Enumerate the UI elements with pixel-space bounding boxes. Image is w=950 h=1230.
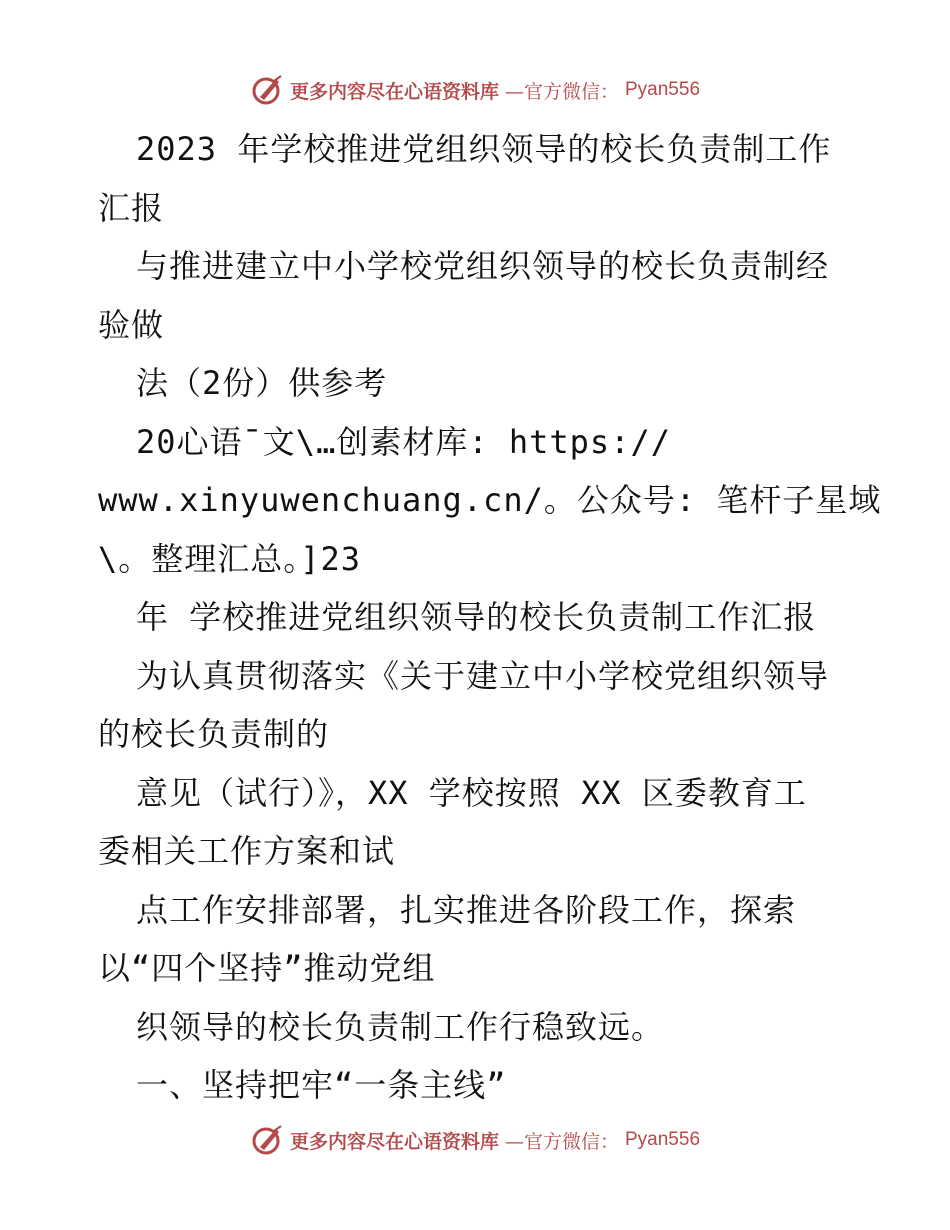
wechat-id: Pyan556 bbox=[625, 79, 701, 100]
document-body bbox=[98, 120, 882, 1115]
text-line: 与推进建立中小学校党组织领导的校长负责制经 bbox=[136, 247, 830, 285]
header-banner bbox=[0, 70, 950, 110]
text-line: 2023 年学校推进党组织领导的校长负责制工作 bbox=[136, 130, 832, 168]
text-line: 织领导的校长负责制工作行稳致远。 bbox=[136, 1007, 665, 1046]
text-line: 验做 bbox=[98, 305, 165, 344]
footer-banner bbox=[0, 1120, 950, 1160]
text-line: www.xinyuwenchuang.cn/。公众号: 笔杆子星域 bbox=[98, 481, 882, 519]
text-line: 汇报 bbox=[98, 188, 165, 227]
text-line: \。整理汇总。]23 bbox=[98, 539, 362, 578]
wechat-id: Pyan556 bbox=[625, 1129, 701, 1150]
text-line: 点工作安排部署，扎实推进各阶段工作，探索 bbox=[136, 890, 797, 929]
text-line: 20心语¯文\…创素材库: https:// bbox=[136, 422, 671, 461]
text-line: 意见（试行）》，XX 学校按照 XX 区委教育工 bbox=[136, 773, 807, 812]
feather-quill-logo-icon bbox=[250, 1123, 284, 1157]
official-wechat-label: —官方微信： bbox=[504, 80, 619, 103]
text-line: 委相关工作方案和试 bbox=[98, 832, 396, 870]
text-line: 年 学校推进党组织领导的校长负责制工作汇报 bbox=[136, 598, 817, 636]
text-line: 一、坚持把牢“一条主线” bbox=[136, 1066, 507, 1104]
promo-text: 更多内容尽在心语资料库 bbox=[289, 1130, 499, 1153]
text-line: 为认真贯彻落实《关于建立中小学校党组织领导 bbox=[136, 656, 830, 695]
official-wechat-label: —官方微信： bbox=[504, 1130, 619, 1153]
promo-text: 更多内容尽在心语资料库 bbox=[289, 80, 499, 103]
text-line: 以“四个坚持”推动党组 bbox=[98, 949, 436, 987]
text-line: 法（2份）供参考 bbox=[136, 364, 388, 402]
text-line: 的校长负责制的 bbox=[98, 715, 330, 753]
feather-quill-logo-icon bbox=[250, 73, 284, 107]
